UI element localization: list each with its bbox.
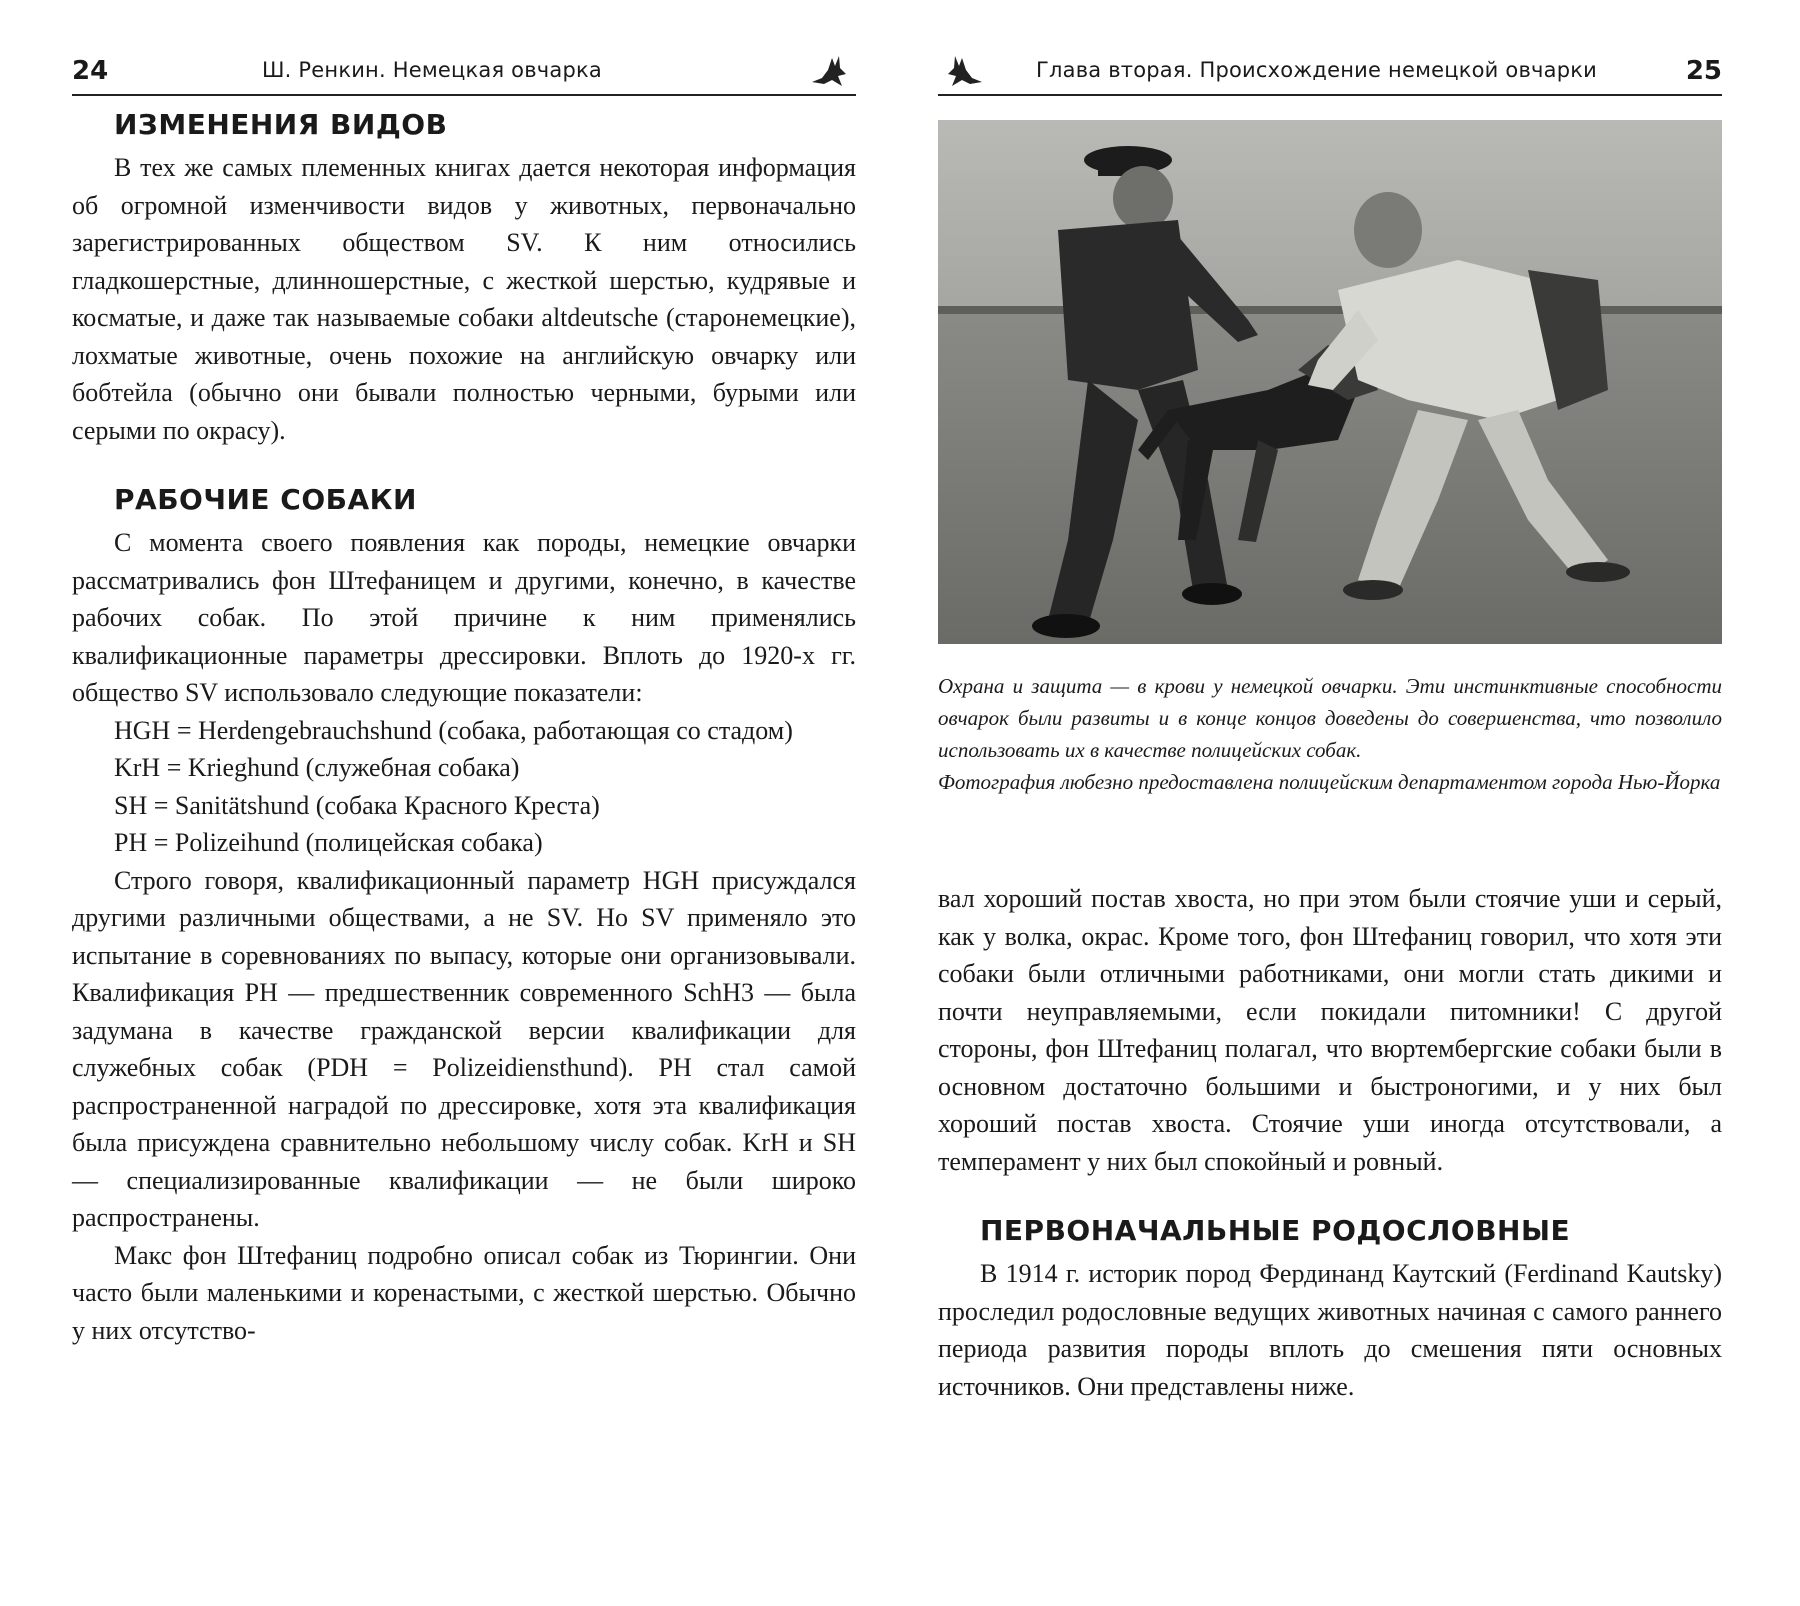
figure-caption xyxy=(938,670,1722,798)
right-page-content xyxy=(938,880,1722,1405)
running-head-title-left: Ш. Ренкин. Немецкая овчарка xyxy=(262,58,602,82)
paragraph-continuation: вал хороший постав хвоста, но при этом были стоячие уши и серый, как у волка, окрас. Кроме того, фон Штефаниц говорил, что хотя эти собаки были отличными работниками, они могли стать дикими и почти неуправляемыми, если покидали питомники! С другой стороны, фон Штефаниц полагал, что вюртембергские собаки были в основном достаточно большими и быстроногими, и у них был хороший постав хвоста. Стоячие уши иногда отсутствовали, а темперамент у них был спокойный и ровный. xyxy=(938,884,1722,1176)
photo-illustration xyxy=(938,120,1722,644)
shepherd-dog-logo-icon xyxy=(808,52,852,90)
page-number-right: 25 xyxy=(1685,56,1722,86)
running-head-left xyxy=(72,50,856,96)
abbreviation-sh: SH = Sanitätshund (собака Красного Креста) xyxy=(114,790,600,820)
abbreviation-krh: KrH = Krieghund (служебная собака) xyxy=(114,753,520,782)
right-page xyxy=(938,0,1722,1606)
heading-variations: ИЗМЕНЕНИЯ ВИДОВ xyxy=(114,108,448,141)
abbreviation-hgh: HGH = Herdengebrauchshund (собака, работающая со стадом) xyxy=(114,715,793,745)
paragraph-variations: В тех же самых племенных книгах дается некоторая информация об огромной изменчивости видов у животных, первоначально зарегистрированных обществом SV. К ним относились гладкошерстные, длинношерстные, с жесткой шерстью, кудрявые и косматые, и даже так называемые собаки altdeutsche (старонемецкие), лохматые животные, очень похожие на английскую овчарку или бобтейла (обычно они бывали полностью черными, бурыми или серыми по окрасу). xyxy=(72,153,856,445)
abbreviation-list xyxy=(72,712,856,862)
heading-pedigrees: ПЕРВОНАЧАЛЬНЫЕ РОДОСЛОВНЫЕ xyxy=(980,1214,1571,1247)
left-page-content xyxy=(72,108,856,1349)
paragraph-working-dogs-3: Макс фон Штефаниц подробно описал собак из Тюрингии. Они часто были маленькими и коренастыми, с жесткой шерстью. Обычно у них отсутство- xyxy=(72,1240,856,1345)
heading-working-dogs: РАБОЧИЕ СОБАКИ xyxy=(114,483,417,516)
running-head-title-right: Глава вторая. Происхождение немецкой овчарки xyxy=(1036,58,1597,82)
photo-credit: Фотография любезно предоставлена полицейским департаментом города Нью-Йорка xyxy=(938,770,1721,794)
caption-text: Охрана и защита — в крови у немецкой овчарки. Эти инстинктивные способности овчарок были развиты и в конце концов доведены до совершенства, что позволило использовать их в качестве полицейских собак. xyxy=(938,674,1722,762)
section-working-dogs xyxy=(72,483,856,1349)
abbreviation-ph: PH = Polizeihund (полицейская собака) xyxy=(114,828,543,857)
page-number-left: 24 xyxy=(72,56,109,86)
section-variations xyxy=(72,108,856,449)
shepherd-dog-logo-icon xyxy=(942,52,986,90)
section-pedigrees xyxy=(938,1214,1722,1405)
running-head-right xyxy=(938,50,1722,96)
paragraph-working-dogs-2: Строго говоря, квалификационный параметр HGH присуждался другими различными обществами, а не SV. Но SV применяло это испытание в соревнованиях по выпасу, которые они организовывали. Квалификация PH — предшественник современного SchH3 — была задумана в качестве гражданской версии квалификации для служебных собак (PDH = Polizeidiensthund). PH стал самой распространенной наградой по дрессировке, хотя эта квалификация была присуждена сравнительно небольшому числу собак. KrH и SH — специализированные квалификации — не были широко распространены. xyxy=(72,865,856,1232)
paragraph-working-dogs-intro: С момента своего появления как породы, немецкие овчарки рассматривались фон Штефаницем и другими, конечно, в качестве рабочих собак. По этой причине к ним применялись квалификационные параметры дрессировки. Вплоть до 1920-х гг. общество SV использовало следующие показатели: xyxy=(72,528,856,707)
photo-police-dog-training xyxy=(938,120,1722,644)
left-page xyxy=(72,0,856,1606)
paragraph-pedigrees: В 1914 г. историк пород Фердинанд Каутский (Ferdinand Kautsky) проследил родословные ведущих животных начиная с самого раннего периода развития породы вплоть до смешения пяти основных источников. Они представлены ниже. xyxy=(938,1259,1722,1401)
